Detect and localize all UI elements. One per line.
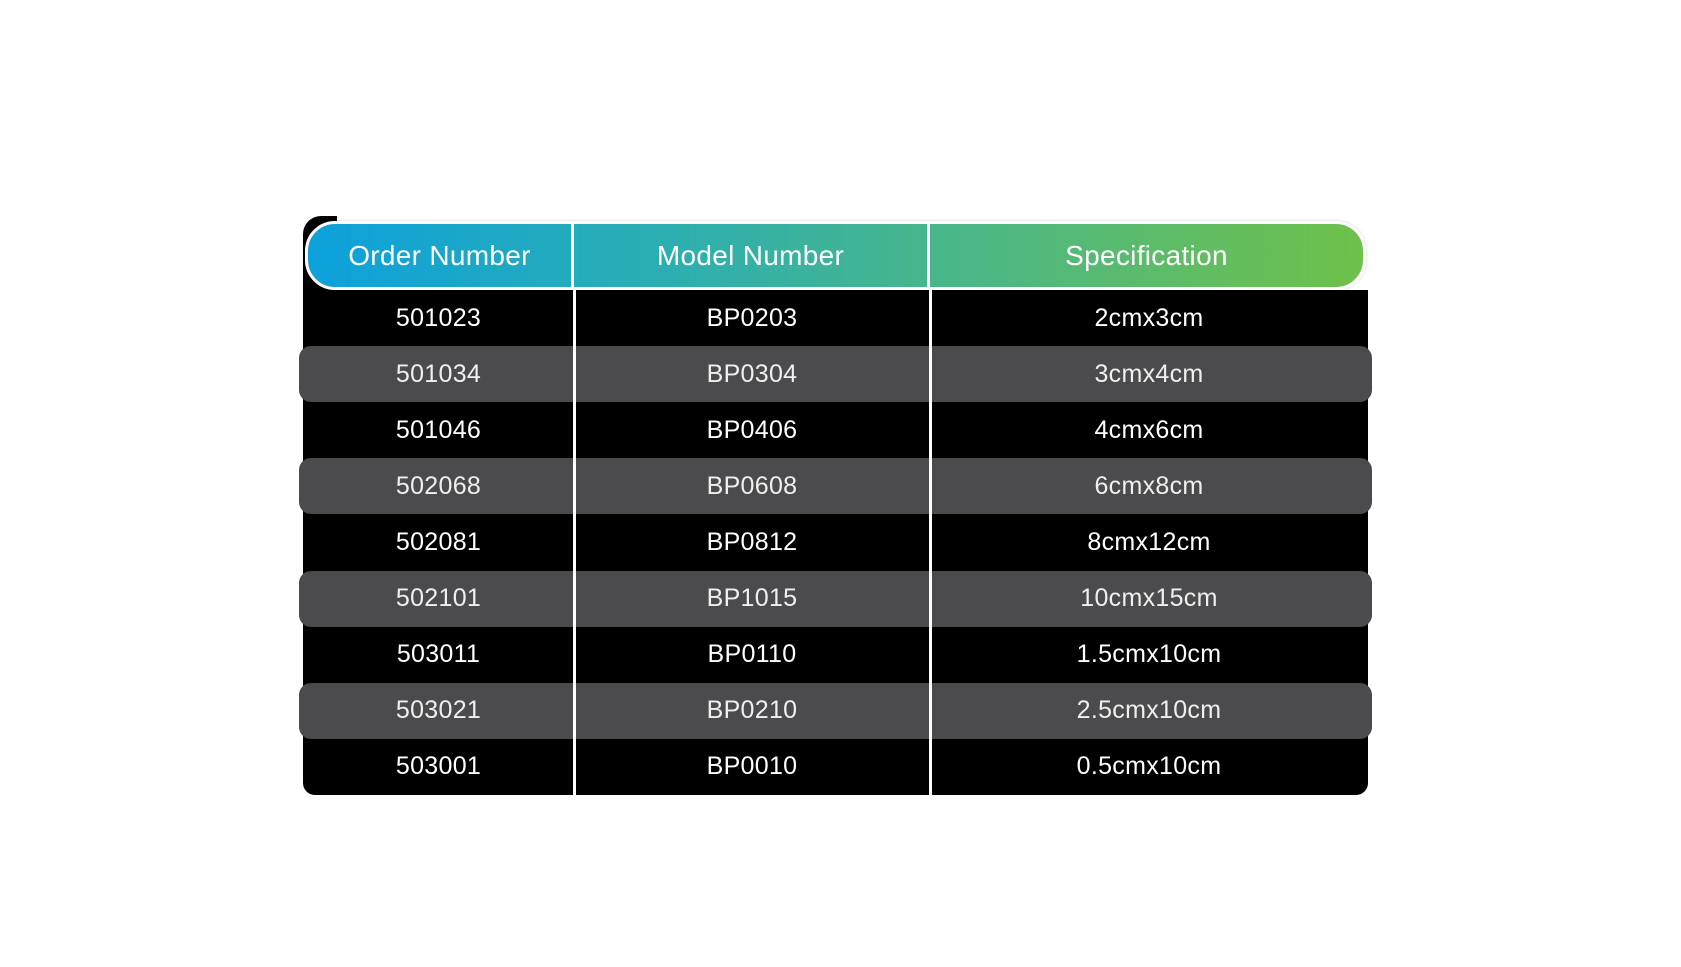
cell-model-number: BP0304 [706,359,798,388]
table-row [299,683,1372,739]
table-row [299,571,1372,627]
cell-specification: 0.5cmx10cm [1076,752,1222,781]
cell-order-number: 501023 [395,303,482,332]
spec-table [303,290,1368,795]
table-row [303,739,1368,795]
table-row [303,402,1368,458]
cell-order-number: 501046 [395,415,482,444]
cell-specification: 4cmx6cm [1094,415,1204,444]
cell-order-number: 502081 [395,527,482,556]
table-row [303,514,1368,570]
cell-model-number: BP0812 [706,527,798,556]
cell-model-number: BP0608 [706,471,798,500]
cell-order-number: 501034 [395,359,482,388]
table-header [305,221,1366,290]
cell-specification: 6cmx8cm [1094,471,1204,500]
cell-order-number: 502068 [395,471,482,500]
cell-specification: 10cmx15cm [1080,584,1218,613]
cell-model-number: BP0203 [706,303,798,332]
cell-specification: 2.5cmx10cm [1076,696,1222,725]
table-row [303,290,1368,346]
cell-order-number: 503011 [396,640,481,669]
column-header-specification: Specification [1065,239,1228,271]
cell-specification: 3cmx4cm [1094,359,1204,388]
table-row [299,458,1372,514]
column-header-order-number: Order Number [308,224,574,287]
cell-model-number: BP0110 [707,640,797,669]
cell-model-number: BP0210 [706,696,798,725]
column-divider [573,290,576,795]
cell-model-number: BP0010 [706,752,798,781]
column-header-model-number: Model Number [574,224,930,287]
cell-order-number: 503001 [395,752,482,781]
cell-order-number: 502101 [395,584,482,613]
cell-specification: 1.5cmx10cm [1076,640,1222,669]
table-row [303,627,1368,683]
cell-order-number: 503021 [395,696,482,725]
cell-specification: 2cmx3cm [1094,303,1204,332]
cell-model-number: BP1015 [706,584,798,613]
cell-specification: 8cmx12cm [1087,527,1211,556]
cell-model-number: BP0406 [706,415,798,444]
table-row [299,346,1372,402]
column-divider [929,290,932,795]
